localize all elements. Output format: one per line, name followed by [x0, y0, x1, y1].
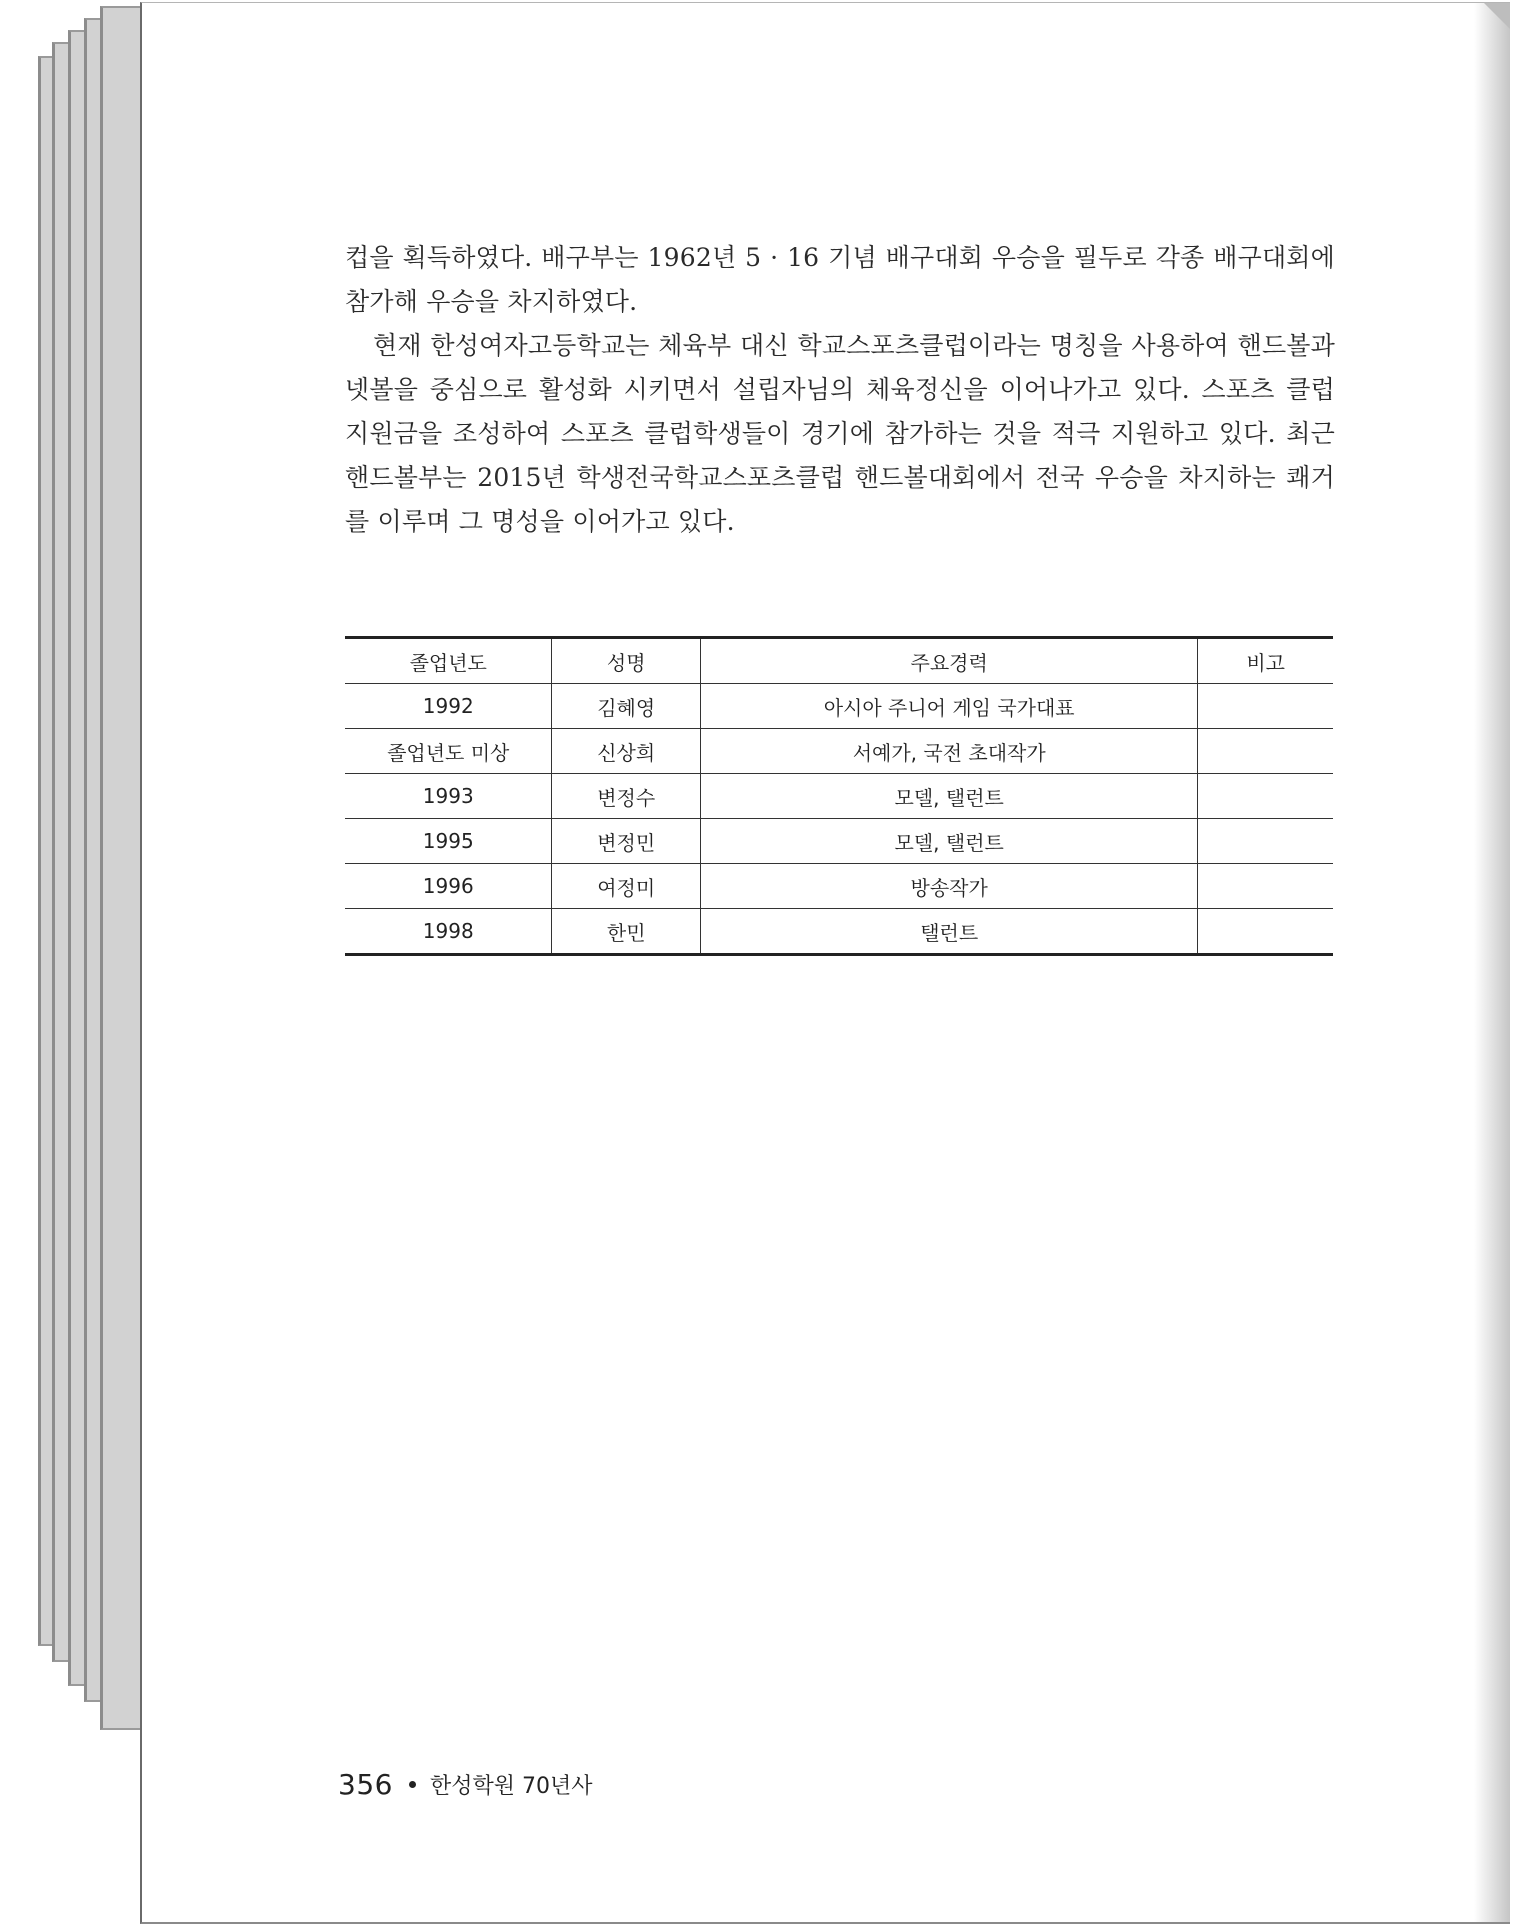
cell-career: 탤런트 — [701, 909, 1198, 955]
header-year: 졸업년도 — [345, 638, 552, 684]
cell-year: 1992 — [345, 684, 552, 729]
cell-year: 1993 — [345, 774, 552, 819]
cell-note — [1198, 684, 1333, 729]
cell-career: 아시아 주니어 게임 국가대표 — [701, 684, 1198, 729]
cell-name: 김혜영 — [552, 684, 701, 729]
page-footer — [338, 1764, 592, 1804]
table-header-row — [345, 638, 1333, 684]
body-text — [345, 236, 1335, 544]
cell-career: 서예가, 국전 초대작가 — [701, 729, 1198, 774]
cell-year: 1995 — [345, 819, 552, 864]
cell-name: 한민 — [552, 909, 701, 955]
cell-name: 신상희 — [552, 729, 701, 774]
cell-year: 1996 — [345, 864, 552, 909]
header-name: 성명 — [552, 638, 701, 684]
table-row — [345, 729, 1333, 774]
table-row — [345, 909, 1333, 955]
cell-career: 모델, 탤런트 — [701, 819, 1198, 864]
cell-career: 방송작가 — [701, 864, 1198, 909]
header-note: 비고 — [1198, 638, 1333, 684]
cell-name: 변정민 — [552, 819, 701, 864]
cell-note — [1198, 819, 1333, 864]
cell-year: 졸업년도 미상 — [345, 729, 552, 774]
page-shadow — [1474, 3, 1510, 1922]
cell-note — [1198, 729, 1333, 774]
cell-year: 1998 — [345, 909, 552, 955]
table-row — [345, 864, 1333, 909]
book-title: 한성학원 70년사 — [429, 1773, 593, 1799]
paragraph: 현재 한성여자고등학교는 체육부 대신 학교스포츠클럽이라는 명칭을 사용하여 핸드볼과 넷볼을 중심으로 활성화 시키면서 설립자님의 체육정신을 이어나가고 있다. 스포츠 클럽 지원금을 조성하여 스포츠 클럽학생들이 경기에 참가하는 것을 적극 지원하고 있다. 최근 핸드볼부는 2015년 학생전국학교스포츠클럽 핸드볼대회에서 전국 우승을 차지하는 쾌거를 이루며 그 명성을 이어가고 있다. — [345, 331, 1335, 536]
bullet-dot — [409, 1781, 416, 1788]
header-career: 주요경력 — [701, 638, 1198, 684]
cell-note — [1198, 864, 1333, 909]
table-row — [345, 774, 1333, 819]
alumni-table — [345, 636, 1333, 956]
table-row — [345, 819, 1333, 864]
cell-career: 모델, 탤런트 — [701, 774, 1198, 819]
page-number: 356 — [338, 1767, 393, 1801]
cell-note — [1198, 774, 1333, 819]
cell-note — [1198, 909, 1333, 955]
cell-name: 여정미 — [552, 864, 701, 909]
book-page-stack — [20, 4, 150, 1922]
paragraph: 컵을 획득하였다. 배구부는 1962년 5 · 16 기념 배구대회 우승을 필두로 각종 배구대회에 참가해 우승을 차지하였다. — [345, 243, 1335, 316]
cell-name: 변정수 — [552, 774, 701, 819]
table-row — [345, 684, 1333, 729]
